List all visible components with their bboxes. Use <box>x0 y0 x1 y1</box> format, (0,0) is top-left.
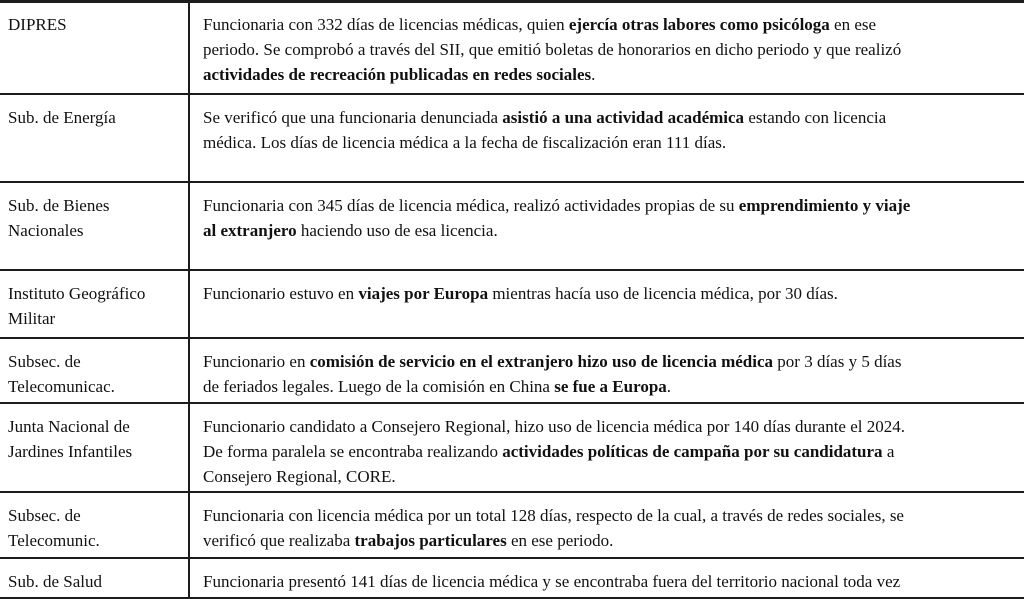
institution-name-line: Sub. de Salud <box>8 572 102 591</box>
description-cell <box>189 492 1024 558</box>
highlighted-text: comisión de servicio en el extranjero hizo uso de licencia médica <box>309 352 774 371</box>
description-line <box>203 464 1024 489</box>
institution-name-line: Telecomunic. <box>8 531 100 550</box>
description-line <box>203 374 1024 399</box>
description-text: Funcionaria con 332 días de licencias médicas, quien <box>203 15 569 34</box>
highlighted-text: actividades de recreación publicadas en redes sociales <box>203 65 592 84</box>
description-text: . <box>666 377 672 396</box>
description-text: . <box>591 65 596 84</box>
table-row <box>0 338 1024 403</box>
description-line <box>203 281 1024 306</box>
description-text: Funcionaria con 345 días de licencia médica, realizó actividades propias de su <box>203 196 739 215</box>
institution-cell <box>0 182 189 270</box>
description-cell <box>189 338 1024 403</box>
institution-name-line: Telecomunicac. <box>8 377 115 396</box>
description-text: de feriados legales. Luego de la comisión en China <box>203 377 555 396</box>
institution-name-line: Subsec. de <box>8 352 81 371</box>
table-row <box>0 558 1024 598</box>
description-cell <box>189 558 1024 598</box>
institution-cell <box>0 492 189 558</box>
description-text: en ese <box>829 15 877 34</box>
description-line <box>203 105 1024 130</box>
description-text: Funcionario candidato a Consejero Regional, hizo uso de licencia médica por 140 días durante el 2024. <box>203 417 905 436</box>
description-line <box>203 503 1024 528</box>
description-text: en ese periodo. <box>506 531 614 550</box>
institution-cell <box>0 403 189 492</box>
description-line <box>203 193 1024 218</box>
description-text: haciendo uso de esa licencia. <box>296 221 498 240</box>
institution-cell <box>0 558 189 598</box>
institution-name-line: Sub. de Bienes <box>8 196 110 215</box>
institution-cell <box>0 1 189 94</box>
institution-cell <box>0 270 189 338</box>
institution-name-line: Instituto Geográfico <box>8 284 146 303</box>
institution-name-line: Jardines Infantiles <box>8 442 133 461</box>
table-row <box>0 403 1024 492</box>
description-line <box>203 439 1024 464</box>
description-text: mientras hacía uso de licencia médica, por 30 días. <box>488 284 838 303</box>
description-cell <box>189 403 1024 492</box>
highlighted-text: viajes por Europa <box>358 284 489 303</box>
description-cell <box>189 1 1024 94</box>
highlighted-text: al extranjero <box>203 221 297 240</box>
description-text: Funcionaria presentó 141 días de licencia médica y se encontraba fuera del territorio nacional toda vez <box>203 572 901 591</box>
description-line <box>203 37 1024 62</box>
description-line <box>203 62 1024 87</box>
institution-name-line: Militar <box>8 309 56 328</box>
description-line <box>203 349 1024 374</box>
description-text: estando con licencia <box>744 108 887 127</box>
description-line <box>203 218 1024 243</box>
table-body <box>0 1 1024 598</box>
description-line <box>203 569 1024 594</box>
institution-name-line: Junta Nacional de <box>8 417 130 436</box>
description-text: Funcionaria con licencia médica por un total 128 días, respecto de la cual, a través de redes sociales, se <box>203 506 904 525</box>
table-row <box>0 270 1024 338</box>
description-text: por 3 días y 5 días <box>773 352 902 371</box>
institution-name-line: Nacionales <box>8 221 84 240</box>
table-row <box>0 94 1024 182</box>
table-row <box>0 1 1024 94</box>
description-cell <box>189 270 1024 338</box>
description-text: verificó que realizaba <box>203 531 355 550</box>
highlighted-text: asistió a una actividad académica <box>502 108 745 127</box>
description-text: Funcionario estuvo en <box>203 284 359 303</box>
description-text: Funcionario en <box>203 352 310 371</box>
highlighted-text: actividades políticas de campaña por su candidatura <box>502 442 883 461</box>
table-row <box>0 182 1024 270</box>
table-row <box>0 492 1024 558</box>
institution-name-line: Subsec. de <box>8 506 81 525</box>
highlighted-text: trabajos particulares <box>354 531 507 550</box>
description-cell <box>189 94 1024 182</box>
description-text: De forma paralela se encontraba realizando <box>203 442 503 461</box>
description-text: a <box>882 442 895 461</box>
description-line <box>203 414 1024 439</box>
description-cell <box>189 182 1024 270</box>
description-line <box>203 12 1024 37</box>
description-text: periodo. Se comprobó a través del SII, que emitió boletas de honorarios en dicho periodo y que realizó <box>203 40 902 59</box>
highlighted-text: se fue a Europa <box>554 377 667 396</box>
description-line <box>203 528 1024 553</box>
description-text: médica. Los días de licencia médica a la fecha de fiscalización eran 111 días. <box>203 133 727 152</box>
institution-cell <box>0 338 189 403</box>
description-text: Consejero Regional, CORE. <box>203 467 396 486</box>
description-text: Se verificó que una funcionaria denunciada <box>203 108 503 127</box>
institution-name-line: DIPRES <box>8 15 67 34</box>
institution-name-line: Sub. de Energía <box>8 108 116 127</box>
description-line <box>203 130 1024 155</box>
institution-cell <box>0 94 189 182</box>
highlighted-text: emprendimiento y viaje <box>738 196 911 215</box>
highlighted-text: ejercía otras labores como psicóloga <box>568 15 830 34</box>
